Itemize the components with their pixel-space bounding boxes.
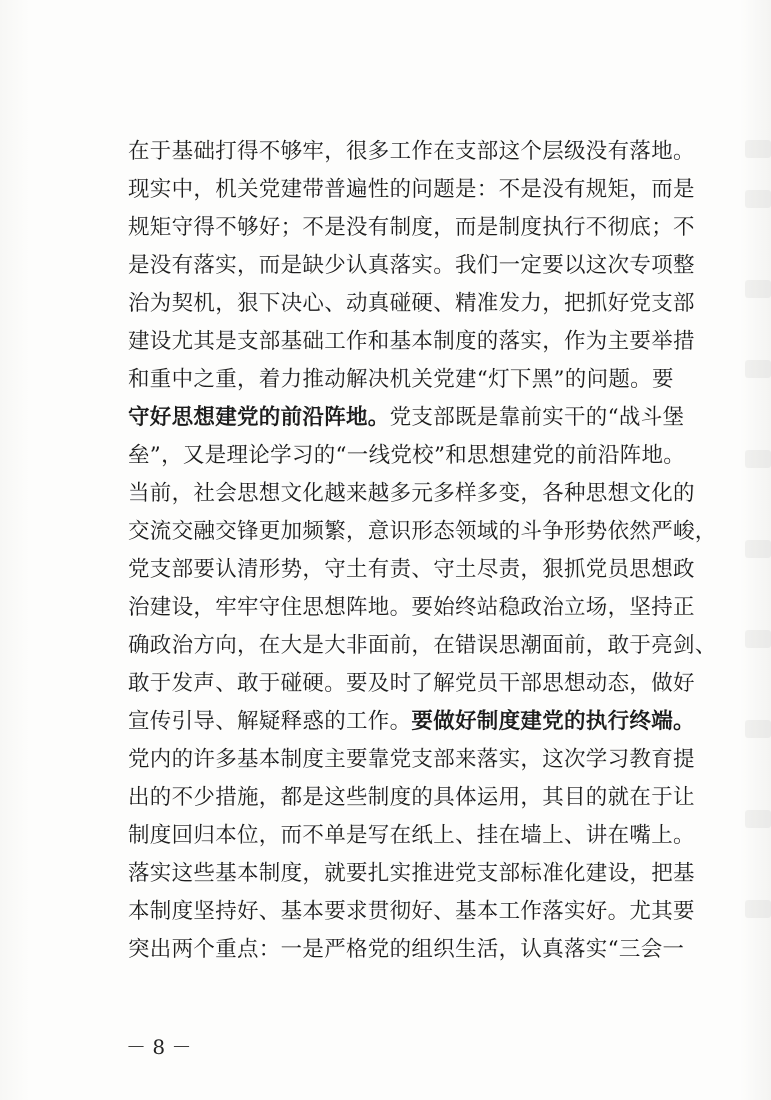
text-line [128,247,695,285]
text-run: 当前，社会思想文化越来越多元多样多变，各种思想文化的 [128,481,695,506]
text-run: 党内的许多基本制度主要靠党支部来落实，这次学习教育提 [128,747,695,772]
text-run: 规矩守得不够好；不是没有制度，而是制度执行不彻底；不 [128,215,695,240]
text-line [128,627,717,665]
show-through-marks [731,120,771,1040]
text-line [128,779,695,817]
text-run: 突出两个重点：一是严格党的组织生活，认真落实“三会一 [128,937,685,962]
text-run: 治建设，牢牢守住思想阵地。要始终站稳政治立场，坚持正 [128,595,695,620]
text-line [128,665,695,703]
bold-heading-phrase: 要做好制度建党的执行终端。 [411,709,695,734]
text-line [128,323,695,361]
text-run: 确政治方向，在大是大非面前，在错误思潮面前，敢于亮剑、 [128,633,717,658]
text-line [128,513,717,551]
text-line [128,931,688,969]
text-line [128,589,695,627]
text-line [128,475,695,513]
text-run: 和重中之重，着力推动解决机关党建“灯下黑”的问题。要 [128,367,674,392]
text-run: 在于基础打得不够牢，很多工作在支部这个层级没有落地。 [128,139,695,164]
text-run: 宣传引导、解疑释惑的工作。 [128,709,412,734]
text-line [128,817,695,855]
text-line [128,893,695,931]
text-run: 党支部既是靠前实干的“战斗堡 [389,405,685,430]
text-run: 落实这些基本制度，就要扎实推进党支部标准化建设，把基 [128,861,695,886]
page-number: － 8 － [126,1035,192,1059]
text-run: 党支部要认清形势，守土有责、守土尽责，狠抓党员思想政 [128,557,695,582]
text-line [128,133,695,171]
text-run: 垒”，又是理论学习的“一线党校”和思想建党的前沿阵地。 [128,443,686,468]
text-line [128,399,688,437]
text-line [128,855,695,893]
text-run: 交流交融交锋更加频繁，意识形态领域的斗争形势依然严峻， [128,519,717,544]
text-line [128,551,695,589]
text-run: 是没有落实，而是缺少认真落实。我们一定要以这次专项整 [128,253,695,278]
text-line [128,703,695,741]
text-line [128,171,695,209]
text-line [128,741,695,779]
text-line [128,209,695,247]
text-run: 出的不少措施，都是这些制度的具体运用，其目的就在于让 [128,785,695,810]
text-line [128,285,695,323]
bold-heading-phrase: 守好思想建党的前沿阵地。 [128,405,390,430]
text-run: 制度回归本位，而不单是写在纸上、挂在墙上、讲在嘴上。 [128,823,695,848]
text-line [128,437,688,475]
text-run: 本制度坚持好、基本要求贯彻好、基本工作落实好。尤其要 [128,899,695,924]
text-run: 治为契机，狠下决心、动真碰硬、精准发力，把抓好党支部 [128,291,695,316]
text-run: 敢于发声、敢于碰硬。要及时了解党员干部思想动态，做好 [128,671,695,696]
body-text [128,133,717,969]
text-run: 现实中，机关党建带普遍性的问题是：不是没有规矩，而是 [128,177,695,202]
text-line [128,361,688,399]
text-run: 建设尤其是支部基础工作和基本制度的落实，作为主要举措 [128,329,695,354]
